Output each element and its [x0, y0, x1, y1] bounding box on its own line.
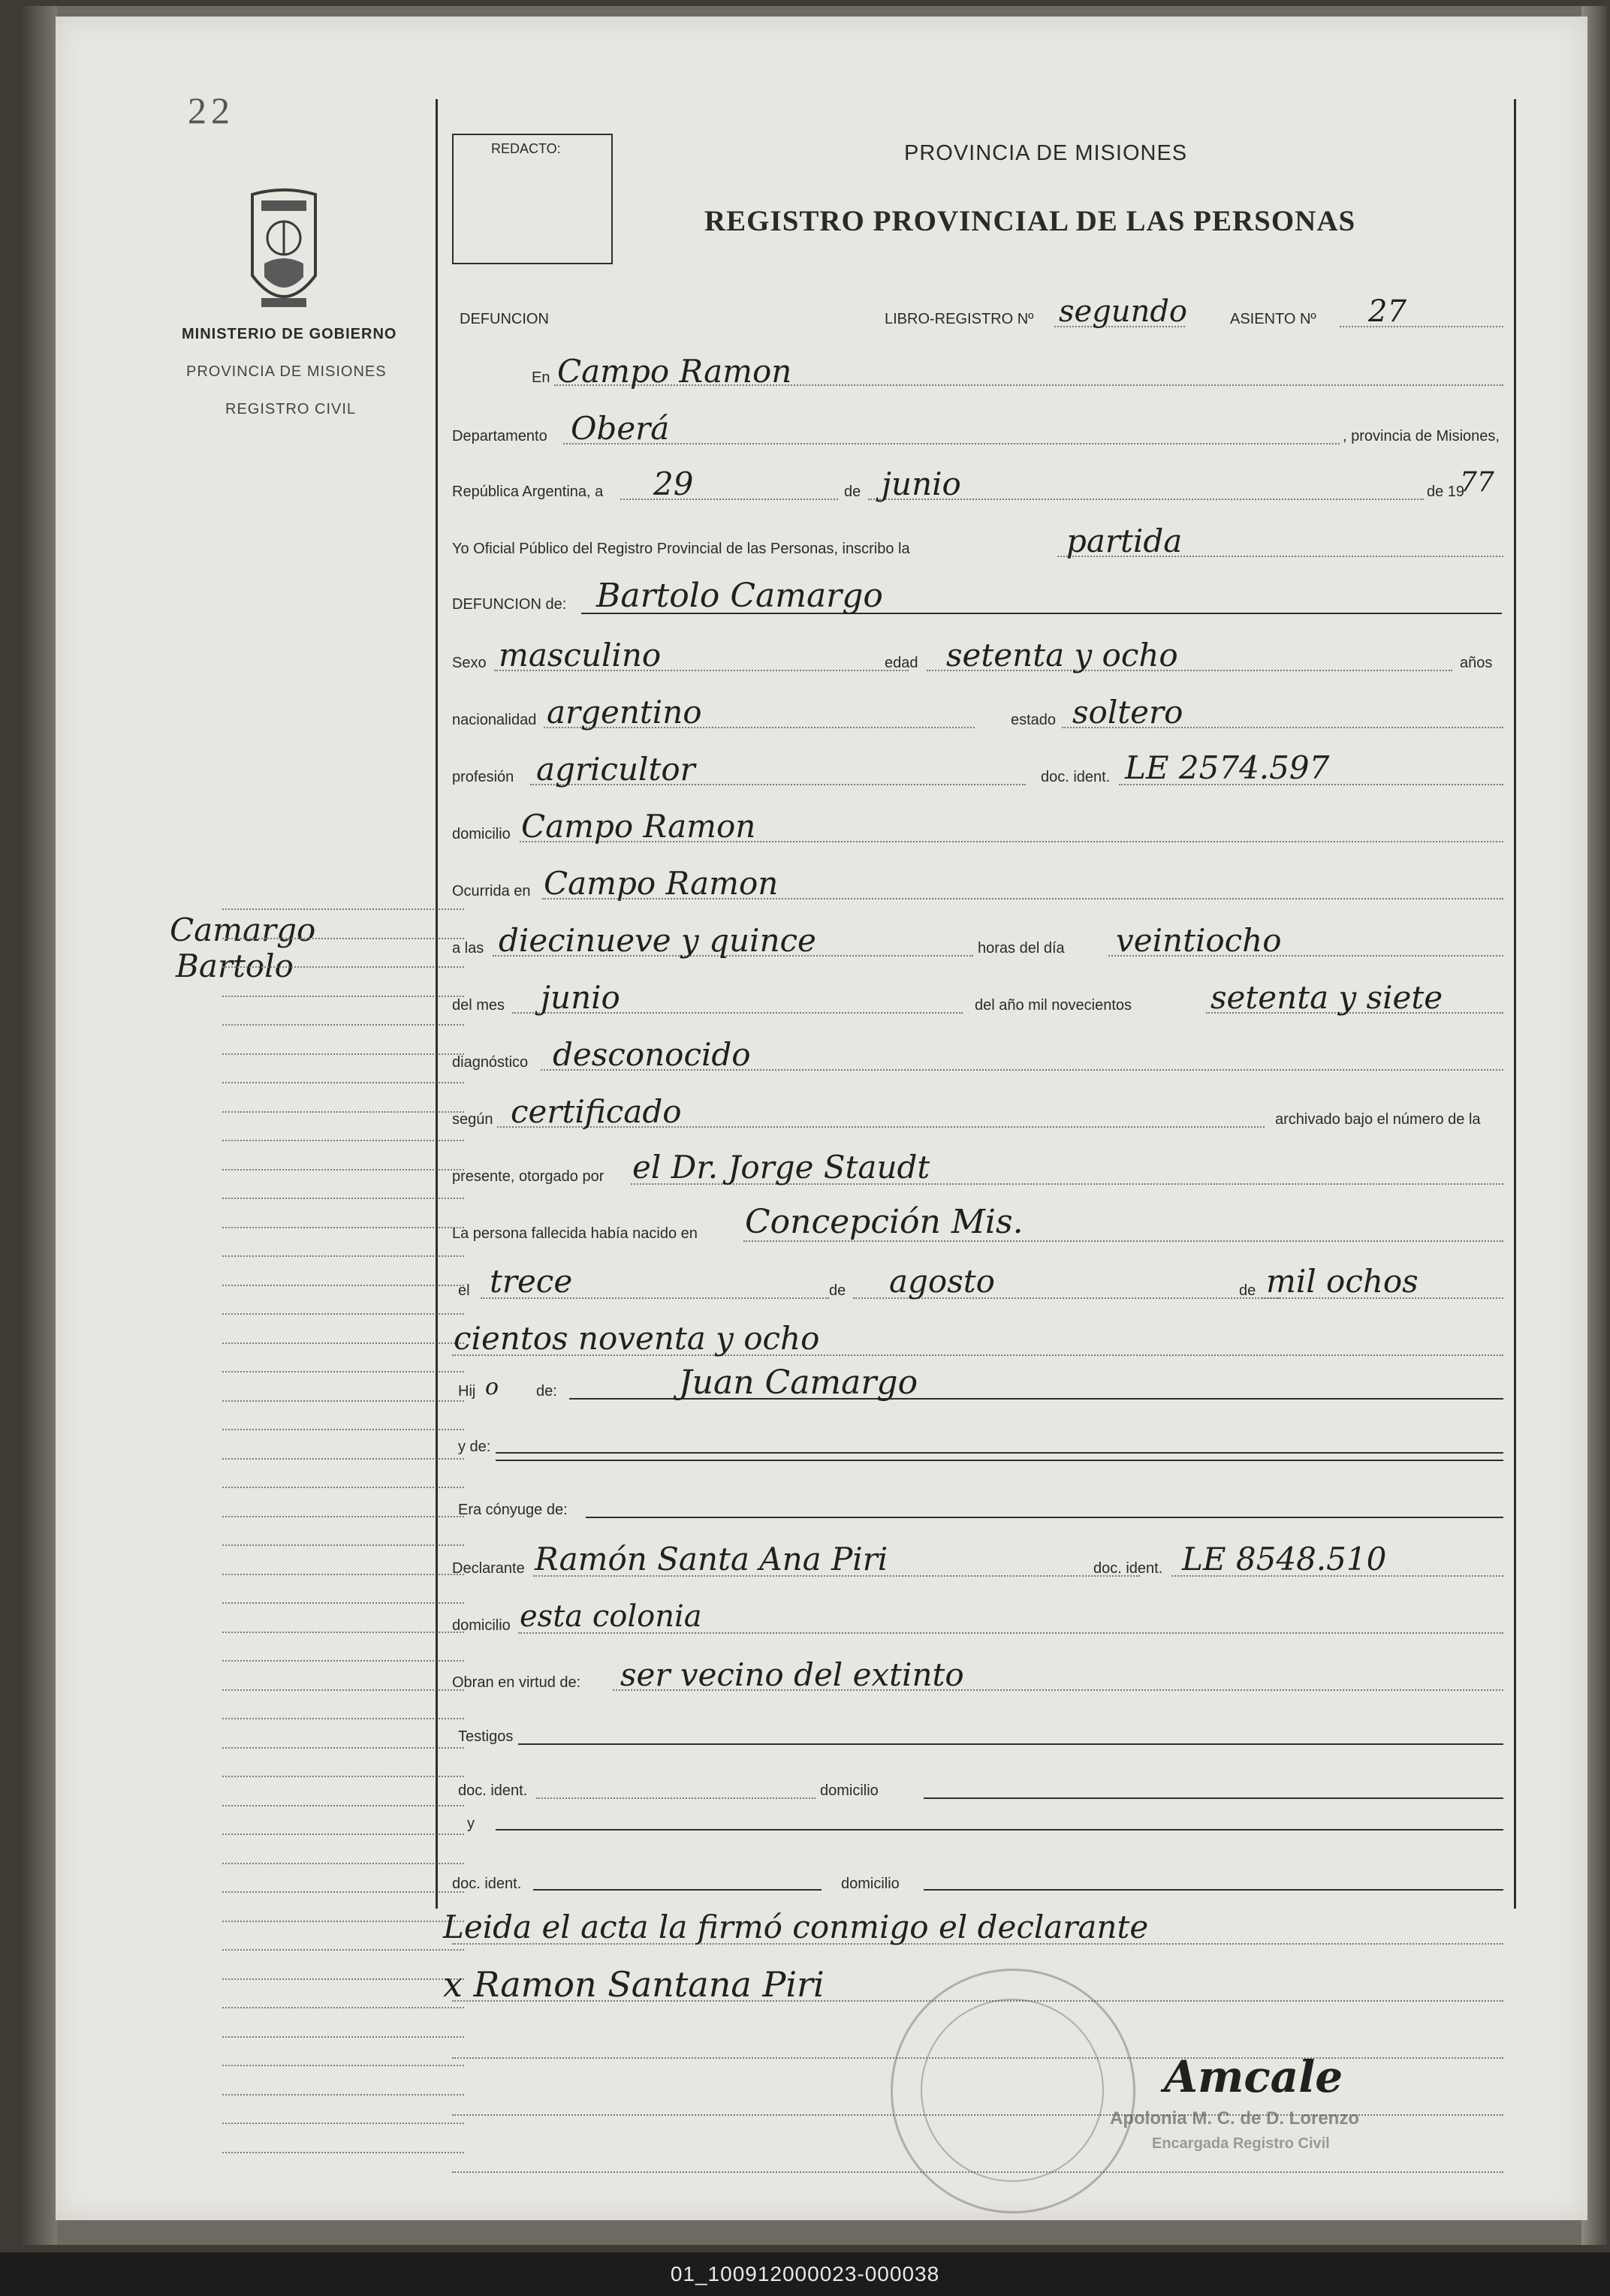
doc-ident3-line [536, 1797, 816, 1799]
margin-rule-line [222, 1111, 464, 1113]
doc-ident2-label: doc. ident. [1093, 1560, 1163, 1577]
oficial-text: Yo Oficial Público del Registro Provincial de las Personas, inscribo la [452, 541, 910, 557]
year-prefix: de 19 [1427, 484, 1465, 500]
book-spine [21, 6, 57, 2245]
margin-rule-line [222, 1660, 464, 1662]
domicilio2-label: domicilio [452, 1617, 511, 1634]
domicilio-value: Campo Ramon [521, 808, 756, 845]
margin-rule-line [222, 2036, 464, 2038]
right-vertical-rule [1514, 99, 1516, 1909]
margin-rule-line [222, 1574, 464, 1575]
domicilio-label: domicilio [452, 826, 511, 842]
margin-rule-line [222, 1487, 464, 1488]
hijo-suffix: o [485, 1374, 499, 1400]
margin-rule-line [222, 938, 464, 939]
profesion-value: agricultor [536, 751, 695, 788]
closing-text-2: x Ramon Santana Piri [443, 1964, 825, 2005]
estado-label: estado [1011, 712, 1057, 728]
coat-of-arms-icon [245, 185, 323, 322]
declarante-value: Ramón Santa Ana Piri [535, 1541, 888, 1577]
provincia-suffix: , provincia de Misiones, [1343, 428, 1500, 444]
margin-rule-line [222, 1689, 464, 1691]
domicilio4-label: domicilio [841, 1876, 900, 1892]
redacto-label: REDACTO: [491, 141, 561, 156]
margin-rule-line [222, 1544, 464, 1546]
margin-rule-line [222, 966, 464, 968]
conyuge-label: Era cónyuge de: [458, 1502, 568, 1518]
redacto-box [452, 134, 613, 264]
doc-ident4-line [533, 1889, 822, 1891]
y-de-line [496, 1452, 1503, 1454]
y-label: y [467, 1815, 475, 1832]
margin-rule-line [222, 1921, 464, 1922]
margin-rule-line [222, 2152, 464, 2153]
margin-rule-line [222, 908, 464, 910]
sexo-value: masculino [499, 637, 662, 673]
a-las-value: diecinueve y quince [499, 922, 816, 959]
presente-label: presente, otorgado por [452, 1168, 605, 1185]
margin-rule-line [222, 1255, 464, 1257]
margin-rule-line [222, 1949, 464, 1951]
y-line [496, 1829, 1503, 1830]
margin-rule-line [222, 1198, 464, 1199]
y-de-line-2 [496, 1460, 1503, 1461]
defuncion-title: DEFUNCION [460, 311, 549, 327]
margin-rule-line [222, 1429, 464, 1430]
doc-ident3-label: doc. ident. [458, 1782, 528, 1799]
domicilio2-value: esta colonia [520, 1599, 702, 1634]
year-value: 77 [1460, 467, 1494, 498]
presente-value: el Dr. Jorge Staudt [632, 1149, 930, 1186]
footer-caption: 01_100912000023-000038 [0, 2252, 1610, 2296]
ministry-office: REGISTRO CIVIL [225, 401, 357, 417]
asiento-line [1340, 326, 1503, 327]
margin-rule-line [222, 1978, 464, 1980]
birth-month-de-label: de [829, 1282, 846, 1299]
hijo-label: Hij [458, 1383, 476, 1400]
asiento-value: 27 [1368, 294, 1406, 329]
margin-rule-line [222, 1313, 464, 1315]
margin-rule-line [222, 1024, 464, 1026]
nacionalidad-value: argentino [547, 694, 702, 731]
domicilio3-label: domicilio [820, 1782, 879, 1799]
y-de-label: y de: [458, 1439, 491, 1455]
domicilio3-line [924, 1797, 1503, 1799]
edad-value: setenta y ocho [946, 637, 1178, 673]
margin-rule-line [222, 1516, 464, 1517]
doc-ident-label: doc. ident. [1041, 769, 1111, 785]
doc-ident2-value: LE 8548.510 [1182, 1541, 1387, 1577]
anos-label: años [1460, 655, 1493, 671]
continuation-value: cientos noventa y ocho [454, 1320, 820, 1357]
estado-value: soltero [1072, 694, 1183, 731]
profesion-label: profesión [452, 769, 514, 785]
departamento-value: Oberá [571, 410, 670, 447]
day-value: 29 [653, 466, 694, 502]
margin-rule-line [222, 1400, 464, 1402]
edad-label: edad [885, 655, 918, 671]
testigos-label: Testigos [458, 1728, 514, 1745]
defuncion-de-value: Bartolo Camargo [596, 577, 883, 615]
margin-rule-line [222, 2094, 464, 2096]
margin-rule-line [222, 2065, 464, 2066]
diagnostico-label: diagnóstico [452, 1054, 529, 1071]
margin-rule-line [222, 1053, 464, 1055]
del-ano-label: del año mil novecientos [975, 997, 1132, 1014]
margin-rule-line [222, 1169, 464, 1171]
nacionalidad-label: nacionalidad [452, 712, 537, 728]
left-vertical-rule [436, 99, 438, 1909]
header-registry: REGISTRO PROVINCIAL DE LAS PERSONAS [704, 205, 1356, 237]
del-ano-value: setenta y siete [1211, 979, 1443, 1016]
margin-rule-line [222, 1891, 464, 1893]
nacido-value: Concepción Mis. [745, 1203, 1024, 1241]
del-mes-label: del mes [452, 997, 505, 1014]
official-stamp-inner [921, 1999, 1104, 2182]
margin-rule-line [222, 1342, 464, 1344]
month-de-label: de [844, 484, 861, 500]
hijo-value: Juan Camargo [679, 1363, 918, 1402]
ministry-province: PROVINCIA DE MISIONES [186, 363, 387, 380]
margin-rule-line [222, 1833, 464, 1835]
archivado-label: archivado bajo el número de la [1275, 1111, 1481, 1128]
declarante-label: Declarante [452, 1560, 525, 1577]
margin-rule-line [222, 1458, 464, 1460]
departamento-line [563, 443, 1340, 444]
doc-ident-value: LE 2574.597 [1125, 749, 1330, 786]
a-las-label: a las [452, 940, 484, 957]
margin-rule-line [222, 1082, 464, 1083]
stamp-role: Encargada Registro Civil [1152, 2135, 1330, 2152]
republica-label: República Argentina, a [452, 484, 604, 500]
margin-rule-line [222, 1227, 464, 1228]
el-value: trece [490, 1263, 573, 1300]
margin-rule-line [222, 1632, 464, 1633]
departamento-label: Departamento [452, 428, 547, 444]
signature: Amcale [1164, 2051, 1343, 2102]
testigos-line [518, 1743, 1503, 1745]
en-label: En [532, 369, 550, 386]
ocurrida-value: Campo Ramon [544, 865, 779, 902]
ocurrida-label: Ocurrida en [452, 883, 531, 899]
asiento-label: ASIENTO Nº [1230, 311, 1316, 327]
page-number: 22 [188, 89, 234, 131]
doc-ident4-label: doc. ident. [452, 1876, 522, 1892]
margin-rule-line [222, 1776, 464, 1777]
margin-rule-line [222, 1140, 464, 1141]
el-label: el [458, 1282, 470, 1299]
ministry-name: MINISTERIO DE GOBIERNO [182, 326, 397, 342]
partida-value: partida [1066, 523, 1183, 559]
margin-rule-line [222, 2007, 464, 2008]
birth-year-value: mil ochos [1266, 1263, 1419, 1300]
segun-value: certificado [511, 1093, 682, 1130]
margin-rule-line [222, 1805, 464, 1806]
margin-rule-line [222, 1285, 464, 1286]
domicilio4-line [924, 1889, 1503, 1891]
horas-label: horas del día [978, 940, 1065, 957]
diagnostico-value: desconocido [553, 1036, 751, 1073]
birth-year-de-label: de [1239, 1282, 1256, 1299]
obran-label: Obran en virtud de: [452, 1674, 581, 1691]
margin-rule-line [222, 1747, 464, 1749]
birth-month-value: agosto [889, 1263, 995, 1300]
en-value: Campo Ramon [557, 353, 792, 390]
libro-label: LIBRO-REGISTRO Nº [885, 311, 1034, 327]
document-page [56, 17, 1587, 2220]
margin-rule-line [222, 1371, 464, 1372]
margin-note-surname: Camargo [170, 911, 316, 948]
nacido-label: La persona fallecida había nacido en [452, 1225, 698, 1242]
margin-rule-line [222, 1718, 464, 1719]
segun-label: según [452, 1111, 493, 1128]
month-value: junio [882, 466, 961, 502]
hijo-de-label: de: [536, 1383, 557, 1400]
header-province: PROVINCIA DE MISIONES [904, 141, 1188, 165]
margin-rule-line [222, 2123, 464, 2124]
libro-value: segundo [1059, 294, 1188, 329]
horas-value: veintiocho [1116, 922, 1282, 959]
margin-rule-line [222, 996, 464, 997]
obran-value: ser vecino del extinto [620, 1656, 964, 1693]
margin-rule-line [222, 1602, 464, 1604]
stamp-name: Apolonia M. C. de D. Lorenzo [1110, 2108, 1359, 2129]
conyuge-line [586, 1517, 1503, 1518]
closing-text-1: Leida el acta la firmó conmigo el declarante [443, 1909, 1149, 1945]
defuncion-de-label: DEFUNCION de: [452, 596, 567, 613]
margin-note-name: Bartolo [176, 948, 294, 984]
del-mes-value: junio [541, 979, 620, 1016]
sexo-label: Sexo [452, 655, 487, 671]
margin-rule-line [222, 1863, 464, 1864]
